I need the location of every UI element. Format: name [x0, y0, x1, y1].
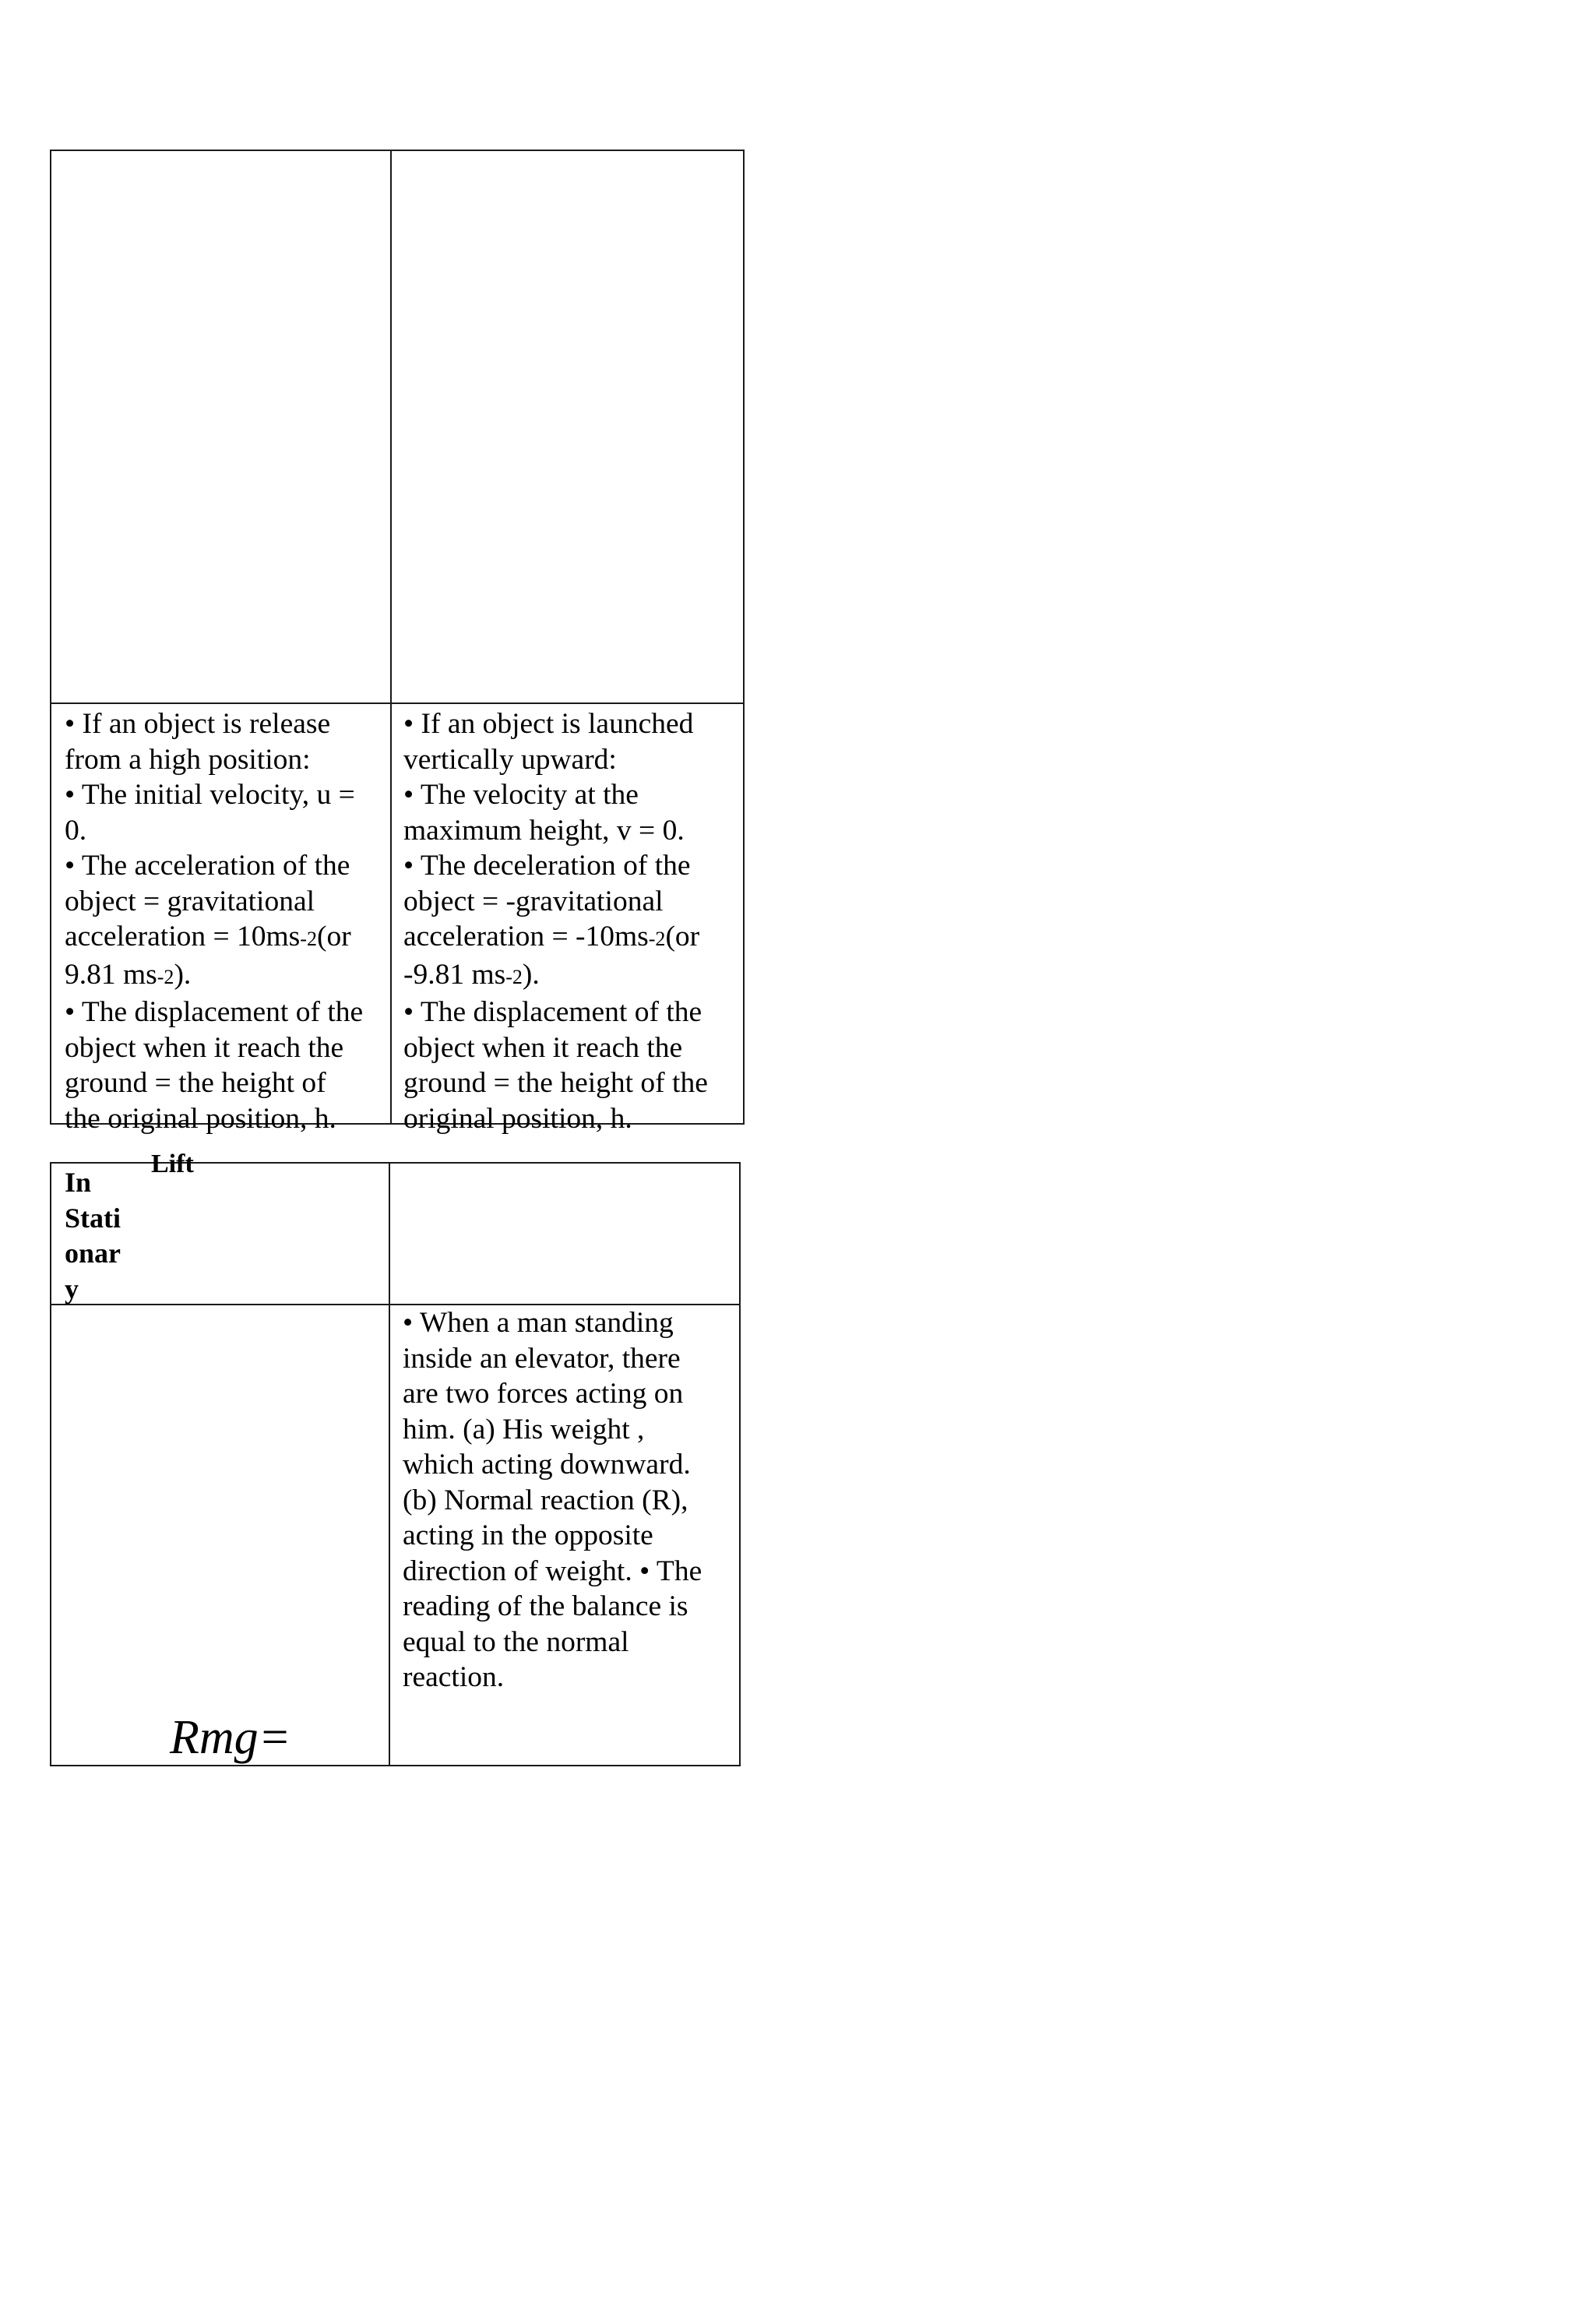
- elevator-line: are two forces acting on: [403, 1378, 684, 1410]
- upward-launch-line: -9.81 ms-2).: [403, 958, 540, 991]
- free-fall-line: the original position, h.: [65, 1102, 336, 1135]
- free-fall-line: • If an object is release: [65, 708, 331, 740]
- free-fall-line: object when it reach the: [65, 1031, 344, 1064]
- upward-launch-line: acceleration = -10ms-2(or: [403, 921, 700, 952]
- elevator-line: • When a man standing: [403, 1307, 674, 1339]
- upward-launch-line: ground = the height of the: [403, 1067, 708, 1099]
- free-fall-line: • The initial velocity, u =: [65, 779, 355, 811]
- free-fall-line: 0.: [65, 814, 87, 847]
- upward-launch-line: • The deceleration of the: [403, 850, 691, 882]
- lift-label: Lift: [151, 1150, 194, 1178]
- table2-bottom-left-cell: [50, 1304, 390, 1766]
- upward-launch-line: original position, h.: [403, 1102, 632, 1135]
- elevator-line: inside an elevator, there: [403, 1342, 681, 1375]
- stationary-label: [65, 1165, 143, 1307]
- upward-launch-line: vertically upward:: [403, 743, 617, 776]
- table2-top-right-cell: [389, 1162, 741, 1305]
- elevator-notes: [403, 1305, 738, 1695]
- free-fall-notes: [65, 706, 392, 1136]
- elevator-line: reading of the balance is: [403, 1590, 688, 1622]
- free-fall-line: object = gravitational: [65, 885, 315, 917]
- stationary-label-line: onar: [65, 1238, 121, 1269]
- upward-launch-line: • The velocity at the: [403, 779, 639, 811]
- elevator-line: (b) Normal reaction (R),: [403, 1484, 688, 1516]
- upward-launch-line: maximum height, v = 0.: [403, 814, 685, 847]
- free-fall-line: 9.81 ms-2).: [65, 958, 192, 991]
- normal-reaction-formula: Rmg=: [170, 1711, 291, 1764]
- upward-launch-line: • If an object is launched: [403, 708, 694, 740]
- stationary-label-line: y: [65, 1273, 79, 1305]
- free-fall-line: ground = the height of: [65, 1067, 326, 1099]
- elevator-line: acting in the opposite: [403, 1519, 653, 1551]
- elevator-line: equal to the normal: [403, 1625, 629, 1658]
- upward-launch-line: object when it reach the: [403, 1031, 683, 1064]
- table1-top-right-cell: [390, 150, 745, 704]
- elevator-line: reaction.: [403, 1661, 505, 1693]
- upward-launch-notes: [403, 706, 743, 1136]
- free-fall-line: from a high position:: [65, 743, 311, 776]
- stationary-label-line: In: [65, 1167, 92, 1198]
- elevator-line: direction of weight. • The: [403, 1555, 702, 1587]
- free-fall-line: • The displacement of the: [65, 996, 364, 1028]
- stationary-label-line: Stati: [65, 1202, 121, 1234]
- elevator-line: him. (a) His weight ,: [403, 1413, 645, 1445]
- free-fall-line: • The acceleration of the: [65, 850, 350, 882]
- elevator-line: which acting downward.: [403, 1449, 691, 1481]
- table1-top-left-cell: [50, 150, 392, 704]
- upward-launch-line: • The displacement of the: [403, 996, 702, 1028]
- upward-launch-line: object = -gravitational: [403, 885, 664, 917]
- free-fall-line: acceleration = 10ms-2(or: [65, 921, 351, 952]
